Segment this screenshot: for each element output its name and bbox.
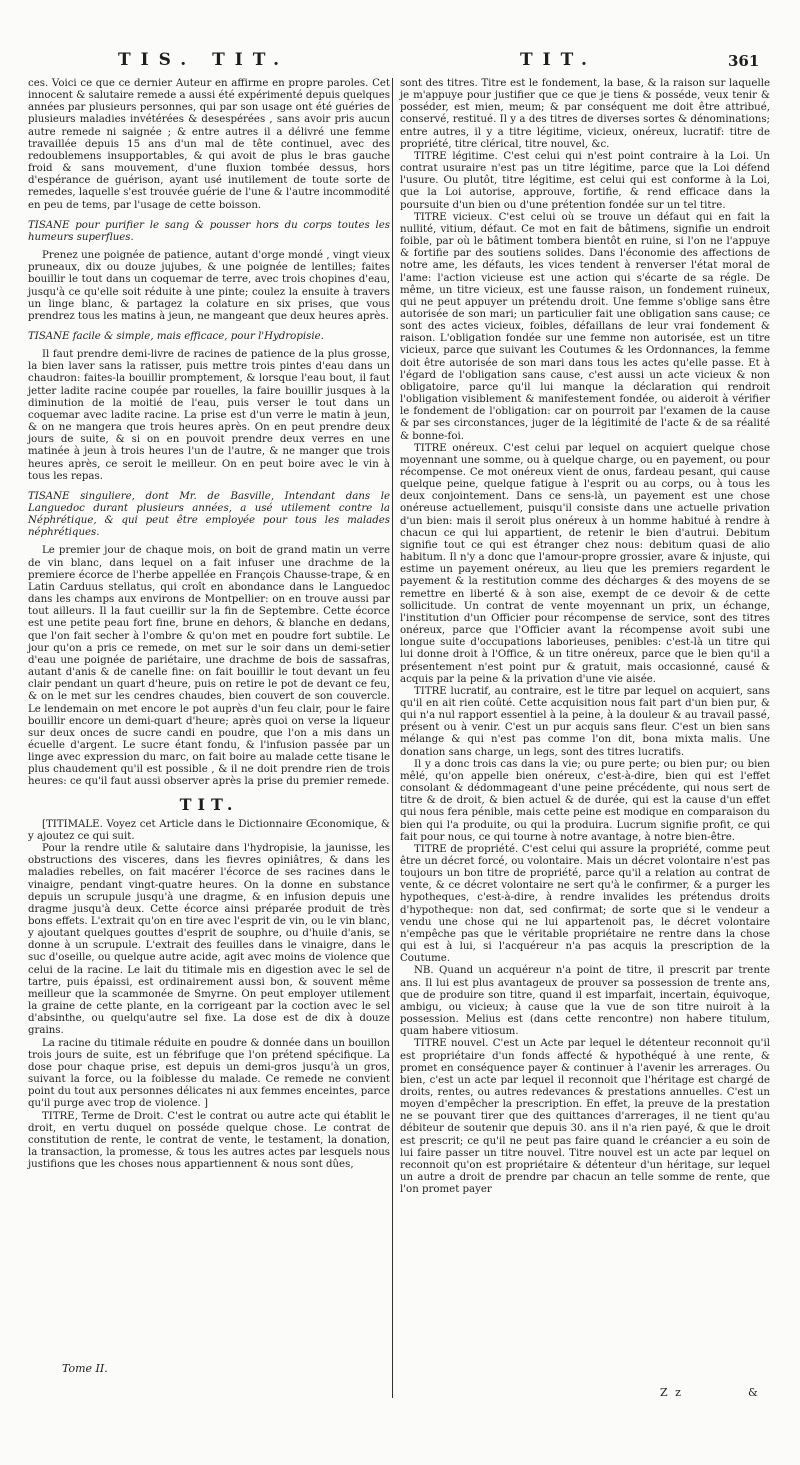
paragraph: Le premier jour de chaque mois, on boit de grand matin un verre de vin blanc, dans lequel on a fait infuser une drachme de la premiere écorce de l'herbe appellée en François Chausse-trape, & en Latin Carduus stellatus, qui croît en abondance dans le Languedoc dans les champs aux environs de Montpellier: on en trouve aussi par tout ailleurs. Il la faut cueillir sur la fin de Septembre. Cette écorce est une petite peau fort fine, brune en dehors, & blanche en dedans, que l'on fait secher à l'ombre & qu'on met en poudre fort subtile. Le jour qu'on a pris ce remede, on met sur le soir dans un demi-setier d'eau une poignée de pariétaire, une drachme de bois de sassafras, autant d'anis & de canelle fine: on fait bouillir le tout devant un feu clair pendant un quart d'heure, puis on retire le pot de devant ce feu, & on le met sur les cendres chaudes, bien couvert de son couvercle. Le lendemain on met encore le pot auprès d'un feu clair, pour le faire bouillir encore un demi-quart d'heure; après quoi on verse la liqueur sur deux onces de sucre candi en poudre, que l'on a mis dans un écuelle d'argent. Le sucre étant fondu, & l'infusion passée par un linge avec expression du marc, on fait boire au malade cette tisane le plus chaudement qu'il est possible , & il ne doit prendre rien de trois heures: ce qu'il faut aussi observer après la prise du premier remede. <box>28 545 390 788</box>
paragraph: TITRE lucratif, au contraire, est le titre par lequel on acquiert, sans qu'il en ait rien coûté. Cette acquisition nous fait part d'un bien pur, & qui n'a nul rapport essentiel à la peine, à la douleur & au travail passé, présent ou à venir. C'est un pur acquis sans fleur. C'est un bien sans mélange & qui n'est pas comme l'on dit, bona mixta malis. Une donation sans charge, un legs, sont des titres lucratifs. <box>400 685 770 758</box>
paragraph: sont des titres. Titre est le fondement, la base, & la raison sur laquelle je m'appuye pour justifier que ce que je tiens & posséde, veux tenir & posséder, est mien, meum; & par conséquent me doit être attribué, conservé, restitué. Il y a des titres de diverses sortes & dénominations; entre autres, il y a titre légitime, vicieux, onéreux, lucratif: titre de propriété, titre clérical, titre nouvel, &c. <box>400 78 770 150</box>
catchword: & <box>748 1386 758 1399</box>
paragraph: TITRE, Terme de Droit. C'est le contrat ou autre acte qui établit le droit, en vertu duquel on posséde quelque chose. Le contrat de constitution de rente, le contrat de vente, le testament, la donation, la transaction, la promesse, & tous les autres actes par lesquels nous justifions que les choses nous appartiennent & nous sont dûes, <box>28 1110 390 1171</box>
rubric-heading: TISANE pour purifier le sang & pousser hors du corps toutes les humeurs superflues. <box>28 219 390 243</box>
paragraph: Prenez une poignée de patience, autant d'orge mondé , vingt vieux pruneaux, dix ou douze jujubes, & une poignée de lentilles; faites bouillir le tout dans un coquemar de terre, avec trois chopines d'eau, jusqu'à ce qu'elle soit réduite à une pinte; coulez la ensuite à travers un linge blanc, & partagez la colature en six prises, que vous prendrez tous les matins à jeun, ne mangeant que deux heures après. <box>28 250 390 322</box>
rubric-heading: TISANE facile & simple, mais efficace, pour l'Hydropisie. <box>28 330 324 342</box>
column-divider <box>392 78 393 1398</box>
paragraph: NB. Quand un acquéreur n'a point de titre, il prescrit par trente ans. Il lui est plus avantageux de prouver sa possession de trente ans, que de produire son titre, quand il est imparfait, incertain, équivoque, ambigu, ou vicieux; à cause que la vue de son titre nuiroit à la possession. Melius est (dans cette rencontre) non habere titulum, quam habere vitiosum. <box>400 965 770 1038</box>
running-head-center: TIT. <box>520 50 597 70</box>
paragraph: TITRE nouvel. C'est un Acte par lequel le détenteur reconnoit qu'il est propriétaire d'un fonds affecté & hypothéqué à une rente, & promet en conséquence payer & continuer à l'avenir les arrerages. Ou bien, c'est un acte par lequel il reconnoit que l'héritage est chargé de droits, rentes, ou autres redevances & prestations annuelles. C'est un moyen d'empêcher la prescription. En effet, la preuve de la prestation ne se pouvant tirer que des quittances d'arrerages, il ne tient qu'au débiteur de soutenir que depuis 30. ans il n'a rien payé, & que le droit est prescrit; ce qu'il ne peut pas faire quand le créancier a eu soin de lui faire passer un titre nouvel. Titre nouvel est un acte par lequel on reconnoit qu'on est propriétaire & détenteur d'un héritage, sur lequel un autre a droit de prendre par chacun an telle somme de rente, que l'on promet payer <box>400 1038 770 1196</box>
signature-mark: Z z <box>660 1386 683 1399</box>
right-column <box>400 78 770 1196</box>
left-column <box>28 78 390 1171</box>
paragraph: Il faut prendre demi-livre de racines de patience de la plus grosse, la bien laver sans la ratisser, puis mettre trois pintes d'eau dans un chaudron: faites-la bouillir promptement, & lorsque l'eau bout, il faut jetter ladite racine coupée par rouelles, la faire bouillir jusques à la diminution de la moitié de l'eau, puis verser le tout dans un coquemar avec ladite racine. La prise est d'un verre le matin à jeun, & on ne mangera que trois heures après. On en peut prendre deux jours de suite, & si on en pouvoit prendre deux verres en une matinée à jeun à trois heures l'un de l'autre, & ne manger que trois heures après, ce seroit le meilleur. On en peut boire avec le vin à tous les repas. <box>28 349 390 482</box>
paragraph: TITRE vicieux. C'est celui où se trouve un défaut qui en fait la nullité, vitium, défaut. Ce mot en fait de bâtimens, signifie un endroit foible, par où le bâtiment tombera bientôt en ruine, si l'on ne l'appuye & fortifie par des soutiens solides. Dans l'économie des affections de notre ame, les défauts, les vices tendent à renverser l'état moral de l'ame: l'action vicieuse est une action qui s'écarte de sa régle. De même, un titre vicieux, est une fausse raison, un fondement ruineux, qui ne peut appuyer un prétendu droit. Une femme s'oblige sans être autorisée de son mari; un particulier fait une obligation sans cause; ce sont des actes vicieux, foibles, défaillans de leur vrai fondement & raison. L'obligation fondée sur une femme non autorisée, est un titre vicieux, parce que suivant les Coutumes & les Ordonnances, la femme doit être autorisée de son mari dans tous les actes qu'elle passe. Et à l'égard de l'obligation sans cause, c'est aussi un acte vicieux & non obligatoire, parce qu'il lui manque la déclaration qui rendroit l'obligation visiblement & manifestement fondée, ou aideroit à vérifier le fondement de l'obligation: car on pourroit par l'examen de la cause & par ses circonstances, juger de la légitimité de l'acte & de sa réalité & bonne-foi. <box>400 211 770 442</box>
paragraph: [TITIMALE. Voyez cet Article dans le Dictionnaire Œconomique, & y ajoutez ce qui suit. <box>28 818 390 842</box>
paragraph: Pour la rendre utile & salutaire dans l'hydropisie, la jaunisse, les obstructions des visceres, dans les fievres opiniâtres, & dans les maladies rebelles, on fait macérer l'écorce de ses racines dans le vinaigre, pendant vingt-quatre heures. On la donne en substance depuis un scrupule jusqu'à une dragme, & en infusion depuis une dragme jusqu'à deux. Cette écorce ainsi préparée produit de très bons effets. L'extrait qu'on en tire avec l'esprit de vin, ou le vin blanc, y ajoutant quelques gouttes d'esprit de souphre, ou d'huile d'anis, se donne à un scrupule. L'extrait des feuilles dans le vinaigre, dans le suc d'oseille, ou quelque autre acide, agit avec moins de violence que celui de la racine. Le lait du titimale mis en digestion avec le sel de tartre, puis épaissi, est ordinairement aussi bon, & souvent même meilleur que la scammonée de Smyrne. On peut employer utilement la graine de cette plante, en la corrigeant par la coction avec le sel d'absinthe, ou quelqu'autre sel fixe. La dose est de dix à douze grains. <box>28 843 390 1037</box>
rubric-heading: TISANE singuliere, dont Mr. de Basville, Intendant dans le Languedoc durant plusieurs années, a usé utilement contre la Néphrétique, & qui peut être employée pour tous les malades néphrétiques. <box>28 490 390 539</box>
paragraph: ces. Voici ce que ce dernier Auteur en affirme en propre paroles. Cet innocent & salutaire remede a aussi été expérimenté depuis quelques années par plusieurs personnes, qui par son usage ont été guéries de plusieurs maladies invétérées & desespérées , sans avoir pris aucun autre remede ni saignée ; & entre autres il a délivré une femme travaillée depuis 15 ans d'un mal de tête continuel, avec des redoublemens insupportables, & qui avoit de plus le bras gauche froid & sans mouvement, d'une fluxion tombée dessus, hors d'espérance de guérison, ayant usé inutilement de toute sorte de remedes, laquelle s'est trouvée guérie de l'une & l'autre incommodité en peu de tems, par l'usage de cette boisson. <box>28 78 390 211</box>
page-number: 361 <box>728 52 760 70</box>
running-head-left: TIS. TIT. <box>118 50 290 70</box>
section-title: TIT. <box>179 794 239 814</box>
paragraph: Il y a donc trois cas dans la vie; ou pure perte; ou bien pur; ou bien mêlé, qu'on appelle bien onéreux, c'est-à-dire, bien qui est l'effet consolant & dédommageant d'une peine précédente, qui nous sert de titre & de droit, & bien actuel & de durée, qui est la cause d'un effet qui nous fera pénible, mais cette peine est modique en comparaison du bien qui l'a produite, ou qui la produira. Lucrum signifie profit, ce qui fait pour nous, ce qui tourne à notre avantage, à notre bien-être. <box>400 758 770 843</box>
running-head <box>0 50 800 78</box>
volume-footer: Tome II. <box>62 1362 108 1375</box>
paragraph: TITRE de propriété. C'est celui qui assure la propriété, comme peut être un décret forcé, ou volontaire. Mais un décret volontaire n'est pas toujours un bon titre de propriété, parce qu'il a relation au contrat de vente, & ce décret volontaire ne sert qu'à le confirmer, & a purger les hypotheques, c'est-à-dire, à rendre invalides les prétendus droits d'hypotheque: non dat, sed confirmat; de sorte que si le vendeur a vendu une chose qui ne lui appartenoit pas, le décret volontaire n'empêche pas que le véritable propriétaire ne rentre dans la chose qui est à lui, si l'acquéreur n'a pas acquis la prescription de la Coutume. <box>400 843 770 965</box>
paragraph: TITRE légitime. C'est celui qui n'est point contraire à la Loi. Un contrat usuraire n'est pas un titre légitime, parce que la Loi défend l'usure. Ou plutôt, titre légitime, est celui qui est conforme à la Loi, que la Loi autorise, approuve, fortifie, & rend efficace dans la poursuite d'un bien ou d'une prétention fondée sur un tel titre. <box>400 150 770 211</box>
paragraph: La racine du titimale réduite en poudre & donnée dans un bouillon trois jours de suite, est un fébrifuge que l'on prétend spécifique. La dose pour chaque prise, est depuis un demi-gros jusqu'à un gros, suivant la force, ou la foiblesse du malade. Ce remede ne convient point du tout aux personnes délicates ni aux femmes enceintes, parce qu'il purge avec trop de violence. ] <box>28 1037 390 1110</box>
paragraph: TITRE onéreux. C'est celui par lequel on acquiert quelque chose moyennant une somme, ou à quelque charge, ou en payement, ou pour récompense. Ce mot onéreux vient de onus, fardeau pesant, qui cause quelque peine, quelque fatigue à l'esprit ou au corps, ou à tous les deux conjointement. Dans ce sens-là, un payement est une chose onéreuse actuellement, puisqu'il consiste dans une actuelle privation d'un bien: mais il seroit plus onéreux à un homme habitué à rendre à chacun ce qui lui appartient, de retenir le bien d'autrui. Debitum signifie tout ce qui est étranger chez nous: debitum quasi de alio habitum. Il n'y a donc que l'amour-propre grossier, avare & injuste, qui estime un payement onéreux, au lieu que les premiers regardent le payement & la restitution comme des décharges & des moyens de se remettre en liberté & à son aise, exempt de ce devoir & de cette sollicitude. Un contrat de vente moyennant un prix, un échange, l'institution d'un Officier pour récompense de service, sont des titres onéreux, parce que l'Officier avant la récompense avoit subi une longue suite d'occupations laborieuses, penibles: c'est-là un titre qui lui donne droit à l'Office, & un titre onéreux, parce que le bien qu'il a présentement n'est point pur & gratuit, mais occasionné, causé & acquis par la peine & la privation d'une vie aisée. <box>400 442 770 685</box>
